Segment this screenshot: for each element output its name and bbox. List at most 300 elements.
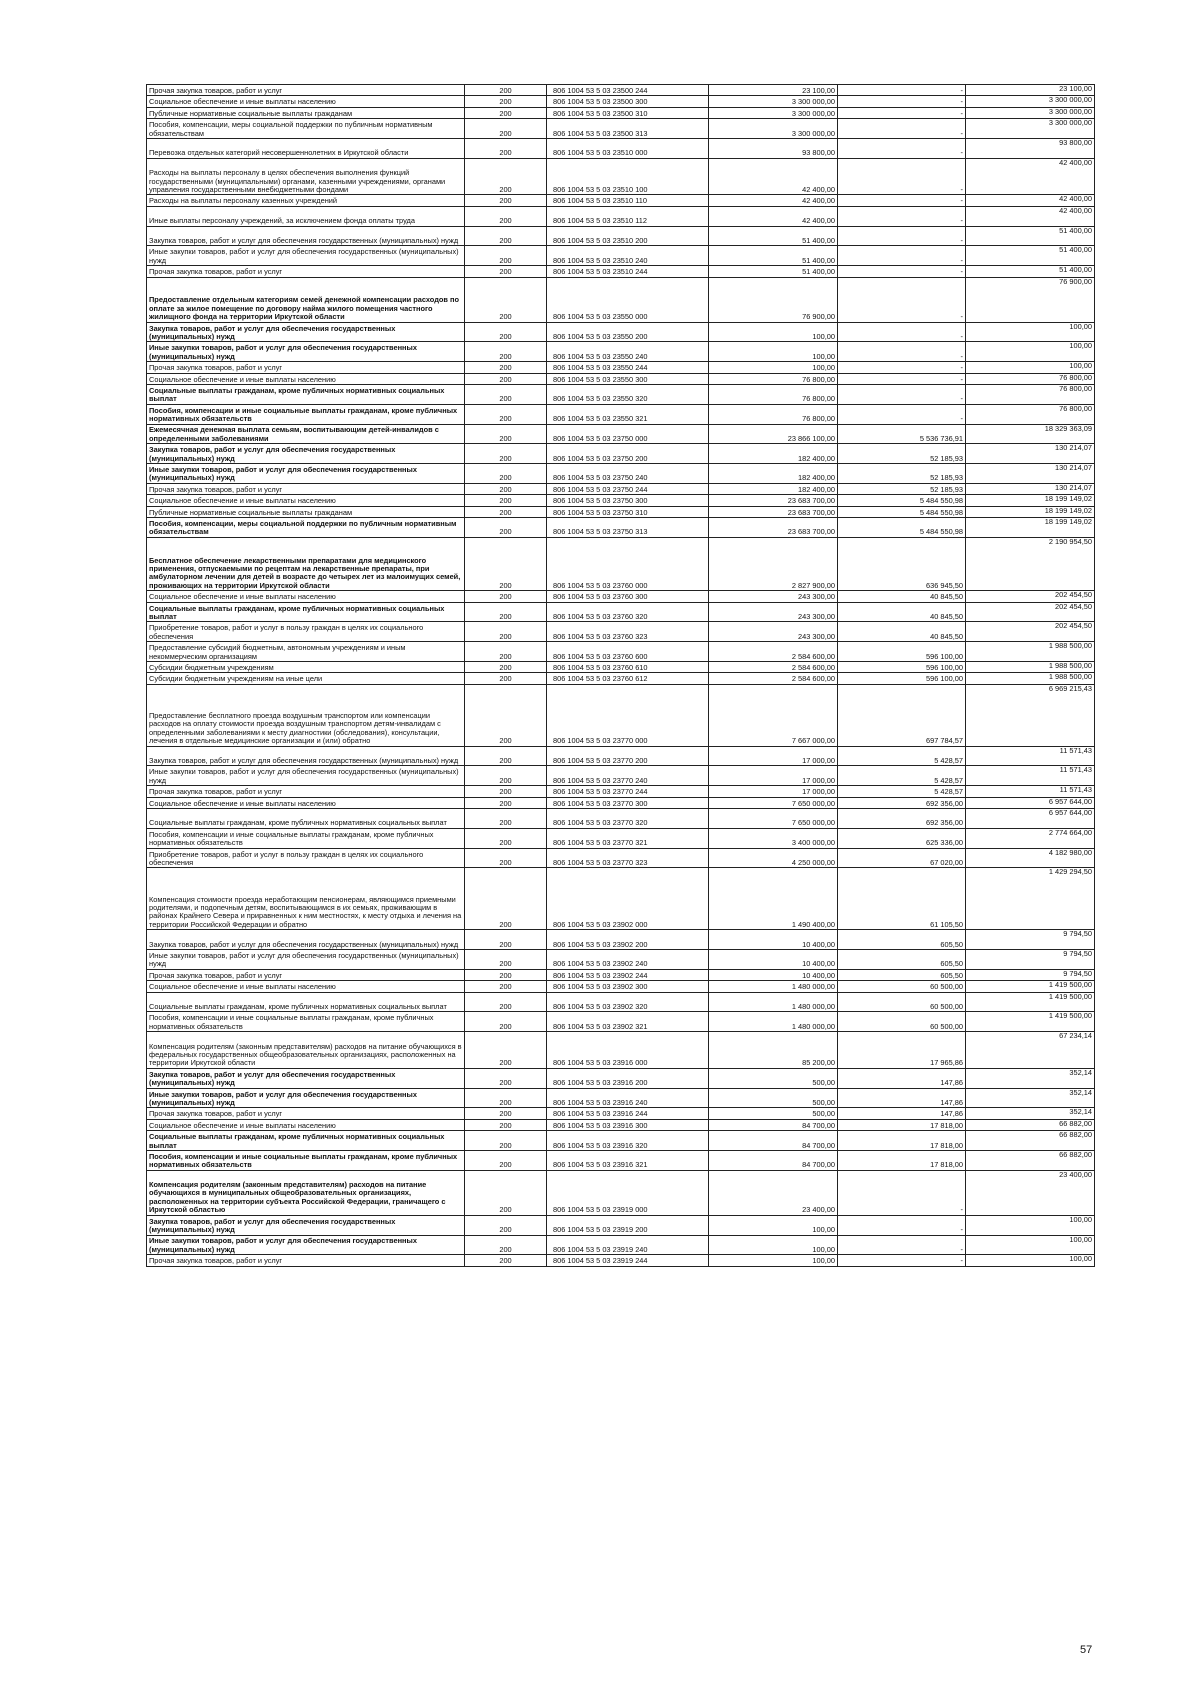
- row-budget-code-cell: 806 1004 53 5 03 23510 244: [547, 266, 709, 277]
- row-budget-code-cell: 806 1004 53 5 03 23550 321: [547, 404, 709, 424]
- row-approved-cell: 93 800,00: [709, 138, 838, 158]
- row-executed-cell: -: [838, 107, 966, 118]
- row-name-cell: Пособия, компенсации и иные социальные выплаты гражданам, кроме публичных нормативных обязательств: [147, 828, 465, 848]
- row-executed-cell: 147,86: [838, 1068, 966, 1088]
- row-budget-code-cell: 806 1004 53 5 03 23510 240: [547, 246, 709, 266]
- row-approved-cell: 7 650 000,00: [709, 808, 838, 828]
- table-row: [147, 266, 1095, 277]
- row-name-cell: Иные закупки товаров, работ и услуг для обеспечения государственных (муниципальных) нужд: [147, 1235, 465, 1255]
- row-executed-cell: 17 818,00: [838, 1119, 966, 1130]
- row-executed-cell: 5 484 550,98: [838, 495, 966, 506]
- row-name-cell: Закупка товаров, работ и услуг для обеспечения государственных (муниципальных) нужд: [147, 746, 465, 766]
- table-row: [147, 786, 1095, 797]
- row-approved-cell: 7 650 000,00: [709, 797, 838, 808]
- row-budget-code-cell: 806 1004 53 5 03 23500 244: [547, 85, 709, 96]
- table-row: [147, 518, 1095, 538]
- budget-table-body: [147, 85, 1095, 1267]
- row-budget-code-cell: 806 1004 53 5 03 23916 321: [547, 1150, 709, 1170]
- row-budget-code-cell: 806 1004 53 5 03 23510 000: [547, 138, 709, 158]
- row-executed-cell: 17 965,86: [838, 1032, 966, 1069]
- table-row: [147, 662, 1095, 673]
- row-name-cell: Пособия, компенсации и иные социальные выплаты гражданам, кроме публичных нормативных обязательств: [147, 1012, 465, 1032]
- row-name-cell: Расходы на выплаты персоналу в целях обеспечения выполнения функций государственными (муниципальными) органами, казенными учреждениями, органами управления государственными внебюджетными фондами: [147, 158, 465, 195]
- row-executed-cell: 636 945,50: [838, 537, 966, 590]
- table-row: [147, 622, 1095, 642]
- row-name-cell: Прочая закупка товаров, работ и услуг: [147, 85, 465, 96]
- row-approved-cell: 3 300 000,00: [709, 96, 838, 107]
- row-name-cell: Прочая закупка товаров, работ и услуг: [147, 362, 465, 373]
- row-unexecuted-cell: 23 400,00: [966, 1170, 1095, 1215]
- row-approved-cell: 10 400,00: [709, 930, 838, 950]
- table-row: [147, 969, 1095, 980]
- table-row: [147, 138, 1095, 158]
- row-unexecuted-cell: 51 400,00: [966, 266, 1095, 277]
- row-approved-cell: 100,00: [709, 1235, 838, 1255]
- row-line-code-cell: 200: [465, 107, 547, 118]
- row-budget-code-cell: 806 1004 53 5 03 23770 300: [547, 797, 709, 808]
- row-unexecuted-cell: 202 454,50: [966, 602, 1095, 622]
- row-budget-code-cell: 806 1004 53 5 03 23902 200: [547, 930, 709, 950]
- row-approved-cell: 23 100,00: [709, 85, 838, 96]
- row-approved-cell: 84 700,00: [709, 1150, 838, 1170]
- row-budget-code-cell: 806 1004 53 5 03 23770 000: [547, 684, 709, 746]
- row-budget-code-cell: 806 1004 53 5 03 23919 000: [547, 1170, 709, 1215]
- row-executed-cell: 5 484 550,98: [838, 506, 966, 517]
- row-unexecuted-cell: 42 400,00: [966, 158, 1095, 195]
- row-line-code-cell: 200: [465, 969, 547, 980]
- row-unexecuted-cell: 67 234,14: [966, 1032, 1095, 1069]
- row-line-code-cell: 200: [465, 277, 547, 322]
- row-unexecuted-cell: 1 419 500,00: [966, 1012, 1095, 1032]
- table-row: [147, 1032, 1095, 1069]
- table-row: [147, 642, 1095, 662]
- table-row: [147, 992, 1095, 1012]
- row-approved-cell: 76 800,00: [709, 404, 838, 424]
- row-budget-code-cell: 806 1004 53 5 03 23510 200: [547, 226, 709, 246]
- row-line-code-cell: 200: [465, 384, 547, 404]
- row-unexecuted-cell: 3 300 000,00: [966, 107, 1095, 118]
- row-name-cell: Предоставление бесплатного проезда воздушным транспортом или компенсации расходов на оплату стоимости проезда воздушным транспортом детям-инвалидам с определенными заболеваниями к месту диагностики (обследования), консультации, лечения в отдельные медицинские организации и (или) обратно: [147, 684, 465, 746]
- row-line-code-cell: 200: [465, 808, 547, 828]
- table-row: [147, 206, 1095, 226]
- table-row: [147, 930, 1095, 950]
- row-executed-cell: 605,50: [838, 949, 966, 969]
- table-row: [147, 1235, 1095, 1255]
- row-line-code-cell: 200: [465, 119, 547, 139]
- row-line-code-cell: 200: [465, 868, 547, 930]
- row-budget-code-cell: 806 1004 53 5 03 23500 310: [547, 107, 709, 118]
- table-row: [147, 373, 1095, 384]
- row-line-code-cell: 200: [465, 206, 547, 226]
- row-budget-code-cell: 806 1004 53 5 03 23760 600: [547, 642, 709, 662]
- table-row: [147, 158, 1095, 195]
- row-name-cell: Социальное обеспечение и иные выплаты населению: [147, 797, 465, 808]
- row-name-cell: Пособия, компенсации, меры социальной поддержки по публичным нормативным обязательствам: [147, 119, 465, 139]
- row-approved-cell: 3 300 000,00: [709, 107, 838, 118]
- row-approved-cell: 100,00: [709, 362, 838, 373]
- row-name-cell: Прочая закупка товаров, работ и услуг: [147, 266, 465, 277]
- row-unexecuted-cell: 3 300 000,00: [966, 119, 1095, 139]
- row-executed-cell: 5 428,57: [838, 746, 966, 766]
- row-executed-cell: -: [838, 1255, 966, 1266]
- row-line-code-cell: 200: [465, 1215, 547, 1235]
- table-row: [147, 195, 1095, 206]
- row-line-code-cell: 200: [465, 138, 547, 158]
- row-name-cell: Приобретение товаров, работ и услуг в пользу граждан в целях их социального обеспечения: [147, 622, 465, 642]
- row-unexecuted-cell: 1 429 294,50: [966, 868, 1095, 930]
- row-budget-code-cell: 806 1004 53 5 03 23770 240: [547, 766, 709, 786]
- row-name-cell: Приобретение товаров, работ и услуг в пользу граждан в целях их социального обеспечения: [147, 848, 465, 868]
- row-line-code-cell: 200: [465, 1088, 547, 1108]
- row-line-code-cell: 200: [465, 684, 547, 746]
- row-approved-cell: 1 480 000,00: [709, 981, 838, 992]
- row-name-cell: Иные закупки товаров, работ и услуг для обеспечения государственных (муниципальных) нужд: [147, 342, 465, 362]
- row-unexecuted-cell: 100,00: [966, 342, 1095, 362]
- row-unexecuted-cell: 1 988 500,00: [966, 642, 1095, 662]
- row-approved-cell: 85 200,00: [709, 1032, 838, 1069]
- row-executed-cell: 17 818,00: [838, 1131, 966, 1151]
- row-name-cell: Компенсация родителям (законным представителям) расходов на питание обучающихся в муниципальных общеобразовательных организациях, расположенных на территории субъекта Российской Федерации, граничащего с Иркутской областью: [147, 1170, 465, 1215]
- table-row: [147, 483, 1095, 494]
- row-name-cell: Расходы на выплаты персоналу казенных учреждений: [147, 195, 465, 206]
- row-line-code-cell: 200: [465, 226, 547, 246]
- row-executed-cell: -: [838, 1215, 966, 1235]
- row-line-code-cell: 200: [465, 622, 547, 642]
- row-approved-cell: 1 480 000,00: [709, 1012, 838, 1032]
- row-line-code-cell: 200: [465, 464, 547, 484]
- row-line-code-cell: 200: [465, 266, 547, 277]
- row-unexecuted-cell: 18 199 149,02: [966, 506, 1095, 517]
- row-budget-code-cell: 806 1004 53 5 03 23550 300: [547, 373, 709, 384]
- table-row: [147, 1012, 1095, 1032]
- row-name-cell: Субсидии бюджетным учреждениям на иные цели: [147, 673, 465, 684]
- row-line-code-cell: 200: [465, 746, 547, 766]
- row-approved-cell: 76 800,00: [709, 384, 838, 404]
- row-unexecuted-cell: 76 800,00: [966, 384, 1095, 404]
- row-executed-cell: 596 100,00: [838, 673, 966, 684]
- row-executed-cell: 60 500,00: [838, 981, 966, 992]
- table-row: [147, 808, 1095, 828]
- row-budget-code-cell: 806 1004 53 5 03 23770 244: [547, 786, 709, 797]
- table-row: [147, 1215, 1095, 1235]
- row-line-code-cell: 200: [465, 828, 547, 848]
- row-name-cell: Иные закупки товаров, работ и услуг для обеспечения государственных (муниципальных) нужд: [147, 246, 465, 266]
- row-line-code-cell: 200: [465, 537, 547, 590]
- row-executed-cell: -: [838, 404, 966, 424]
- row-executed-cell: -: [838, 138, 966, 158]
- table-row: [147, 1119, 1095, 1130]
- row-unexecuted-cell: 100,00: [966, 362, 1095, 373]
- row-line-code-cell: 200: [465, 1235, 547, 1255]
- row-executed-cell: 596 100,00: [838, 662, 966, 673]
- table-row: [147, 119, 1095, 139]
- row-executed-cell: 605,50: [838, 930, 966, 950]
- row-unexecuted-cell: 100,00: [966, 1255, 1095, 1266]
- table-row: [147, 828, 1095, 848]
- row-name-cell: Социальные выплаты гражданам, кроме публичных нормативных социальных выплат: [147, 992, 465, 1012]
- row-name-cell: Бесплатное обеспечение лекарственными препаратами для медицинского применения, отпускаемыми по рецептам на лекарственные препараты, при амбулаторном лечении для детей в возрасте до четырех лет из малоимущих семей, проживающих на территории Иркутской области: [147, 537, 465, 590]
- row-budget-code-cell: 806 1004 53 5 03 23760 323: [547, 622, 709, 642]
- table-row: [147, 342, 1095, 362]
- row-approved-cell: 243 300,00: [709, 622, 838, 642]
- row-executed-cell: 147,86: [838, 1108, 966, 1119]
- row-executed-cell: 147,86: [838, 1088, 966, 1108]
- row-line-code-cell: 200: [465, 662, 547, 673]
- row-line-code-cell: 200: [465, 642, 547, 662]
- row-unexecuted-cell: 352,14: [966, 1088, 1095, 1108]
- row-budget-code-cell: 806 1004 53 5 03 23902 244: [547, 969, 709, 980]
- row-unexecuted-cell: 2 774 664,00: [966, 828, 1095, 848]
- row-approved-cell: 500,00: [709, 1088, 838, 1108]
- row-approved-cell: 2 827 900,00: [709, 537, 838, 590]
- row-approved-cell: 84 700,00: [709, 1119, 838, 1130]
- row-executed-cell: 40 845,50: [838, 602, 966, 622]
- row-line-code-cell: 200: [465, 992, 547, 1012]
- row-line-code-cell: 200: [465, 766, 547, 786]
- row-name-cell: Закупка товаров, работ и услуг для обеспечения государственных (муниципальных) нужд: [147, 930, 465, 950]
- row-unexecuted-cell: 2 190 954,50: [966, 537, 1095, 590]
- row-unexecuted-cell: 93 800,00: [966, 138, 1095, 158]
- row-line-code-cell: 200: [465, 602, 547, 622]
- row-line-code-cell: 200: [465, 848, 547, 868]
- row-line-code-cell: 200: [465, 158, 547, 195]
- row-name-cell: Закупка товаров, работ и услуг для обеспечения государственных (муниципальных) нужд: [147, 322, 465, 342]
- row-executed-cell: 60 500,00: [838, 992, 966, 1012]
- table-row: [147, 797, 1095, 808]
- row-approved-cell: 51 400,00: [709, 266, 838, 277]
- row-budget-code-cell: 806 1004 53 5 03 23750 000: [547, 424, 709, 444]
- row-line-code-cell: 200: [465, 1255, 547, 1266]
- row-unexecuted-cell: 1 988 500,00: [966, 673, 1095, 684]
- row-executed-cell: 61 105,50: [838, 868, 966, 930]
- row-budget-code-cell: 806 1004 53 5 03 23902 321: [547, 1012, 709, 1032]
- row-name-cell: Социальные выплаты гражданам, кроме публичных нормативных социальных выплат: [147, 602, 465, 622]
- row-line-code-cell: 200: [465, 373, 547, 384]
- table-row: [147, 85, 1095, 96]
- row-name-cell: Социальные выплаты гражданам, кроме публичных нормативных социальных выплат: [147, 1131, 465, 1151]
- table-row: [147, 404, 1095, 424]
- row-name-cell: Социальные выплаты гражданам, кроме публичных нормативных социальных выплат: [147, 808, 465, 828]
- row-executed-cell: -: [838, 158, 966, 195]
- row-executed-cell: -: [838, 342, 966, 362]
- row-executed-cell: -: [838, 362, 966, 373]
- table-row: [147, 602, 1095, 622]
- row-executed-cell: 17 818,00: [838, 1150, 966, 1170]
- row-unexecuted-cell: 6 969 215,43: [966, 684, 1095, 746]
- row-line-code-cell: 200: [465, 1170, 547, 1215]
- row-budget-code-cell: 806 1004 53 5 03 23916 244: [547, 1108, 709, 1119]
- table-row: [147, 464, 1095, 484]
- row-name-cell: Прочая закупка товаров, работ и услуг: [147, 1108, 465, 1119]
- row-approved-cell: 42 400,00: [709, 206, 838, 226]
- row-name-cell: Прочая закупка товаров, работ и услуг: [147, 1255, 465, 1266]
- row-line-code-cell: 200: [465, 786, 547, 797]
- row-budget-code-cell: 806 1004 53 5 03 23902 300: [547, 981, 709, 992]
- row-name-cell: Пособия, компенсации, меры социальной поддержки по публичным нормативным обязательствам: [147, 518, 465, 538]
- row-unexecuted-cell: 18 199 149,02: [966, 518, 1095, 538]
- row-executed-cell: -: [838, 373, 966, 384]
- row-name-cell: Социальные выплаты гражданам, кроме публичных нормативных социальных выплат: [147, 384, 465, 404]
- row-name-cell: Пособия, компенсации и иные социальные выплаты гражданам, кроме публичных нормативных обязательств: [147, 404, 465, 424]
- row-approved-cell: 182 400,00: [709, 464, 838, 484]
- row-unexecuted-cell: 202 454,50: [966, 622, 1095, 642]
- row-line-code-cell: 200: [465, 673, 547, 684]
- table-row: [147, 424, 1095, 444]
- row-executed-cell: 5 428,57: [838, 766, 966, 786]
- row-budget-code-cell: 806 1004 53 5 03 23902 000: [547, 868, 709, 930]
- row-approved-cell: 51 400,00: [709, 226, 838, 246]
- row-name-cell: Закупка товаров, работ и услуг для обеспечения государственных (муниципальных) нужд: [147, 1068, 465, 1088]
- row-budget-code-cell: 806 1004 53 5 03 23760 300: [547, 591, 709, 602]
- row-line-code-cell: 200: [465, 322, 547, 342]
- table-row: [147, 1255, 1095, 1266]
- row-line-code-cell: 200: [465, 1108, 547, 1119]
- table-row: [147, 766, 1095, 786]
- row-line-code-cell: 200: [465, 444, 547, 464]
- row-approved-cell: 23 683 700,00: [709, 506, 838, 517]
- row-executed-cell: 697 784,57: [838, 684, 966, 746]
- row-executed-cell: -: [838, 119, 966, 139]
- table-row: [147, 362, 1095, 373]
- row-unexecuted-cell: 76 800,00: [966, 404, 1095, 424]
- row-approved-cell: 10 400,00: [709, 949, 838, 969]
- table-row: [147, 226, 1095, 246]
- row-approved-cell: 17 000,00: [709, 766, 838, 786]
- row-executed-cell: -: [838, 322, 966, 342]
- row-executed-cell: 40 845,50: [838, 622, 966, 642]
- row-unexecuted-cell: 6 957 644,00: [966, 808, 1095, 828]
- row-approved-cell: 23 866 100,00: [709, 424, 838, 444]
- row-line-code-cell: 200: [465, 404, 547, 424]
- row-approved-cell: 23 683 700,00: [709, 495, 838, 506]
- row-unexecuted-cell: 202 454,50: [966, 591, 1095, 602]
- table-row: [147, 277, 1095, 322]
- table-row: [147, 107, 1095, 118]
- row-executed-cell: 52 185,93: [838, 483, 966, 494]
- row-name-cell: Компенсация стоимости проезда неработающим пенсионерам, являющимся приемными родителями, и подопечным детям, воспитывающимся в их семьях, проживающим в районах Крайнего Севера и приравненных к ним местностях, к месту отдыха и лечения на территории Российской Федерации и обратно: [147, 868, 465, 930]
- row-unexecuted-cell: 18 199 149,02: [966, 495, 1095, 506]
- table-row: [147, 246, 1095, 266]
- row-budget-code-cell: 806 1004 53 5 03 23902 240: [547, 949, 709, 969]
- row-unexecuted-cell: 9 794,50: [966, 930, 1095, 950]
- row-budget-code-cell: 806 1004 53 5 03 23750 313: [547, 518, 709, 538]
- row-budget-code-cell: 806 1004 53 5 03 23750 244: [547, 483, 709, 494]
- row-line-code-cell: 200: [465, 362, 547, 373]
- row-executed-cell: 52 185,93: [838, 464, 966, 484]
- row-budget-code-cell: 806 1004 53 5 03 23919 240: [547, 1235, 709, 1255]
- row-budget-code-cell: 806 1004 53 5 03 23500 313: [547, 119, 709, 139]
- table-row: [147, 673, 1095, 684]
- row-name-cell: Социальное обеспечение и иные выплаты населению: [147, 495, 465, 506]
- table-row: [147, 949, 1095, 969]
- row-name-cell: Прочая закупка товаров, работ и услуг: [147, 969, 465, 980]
- table-row: [147, 537, 1095, 590]
- row-approved-cell: 243 300,00: [709, 591, 838, 602]
- row-approved-cell: 100,00: [709, 1255, 838, 1266]
- row-name-cell: Прочая закупка товаров, работ и услуг: [147, 483, 465, 494]
- row-budget-code-cell: 806 1004 53 5 03 23760 320: [547, 602, 709, 622]
- table-row: [147, 322, 1095, 342]
- row-approved-cell: 3 300 000,00: [709, 119, 838, 139]
- row-executed-cell: 596 100,00: [838, 642, 966, 662]
- row-line-code-cell: 200: [465, 518, 547, 538]
- row-unexecuted-cell: 352,14: [966, 1068, 1095, 1088]
- row-budget-code-cell: 806 1004 53 5 03 23916 000: [547, 1032, 709, 1069]
- row-executed-cell: 67 020,00: [838, 848, 966, 868]
- row-name-cell: Ежемесячная денежная выплата семьям, воспитывающим детей-инвалидов с определенными заболеваниями: [147, 424, 465, 444]
- row-approved-cell: 51 400,00: [709, 246, 838, 266]
- row-line-code-cell: 200: [465, 930, 547, 950]
- row-budget-code-cell: 806 1004 53 5 03 23510 110: [547, 195, 709, 206]
- row-unexecuted-cell: 42 400,00: [966, 195, 1095, 206]
- row-unexecuted-cell: 42 400,00: [966, 206, 1095, 226]
- table-row: [147, 848, 1095, 868]
- row-approved-cell: 17 000,00: [709, 786, 838, 797]
- table-row: [147, 495, 1095, 506]
- row-approved-cell: 7 667 000,00: [709, 684, 838, 746]
- row-budget-code-cell: 806 1004 53 5 03 23760 000: [547, 537, 709, 590]
- row-name-cell: Иные закупки товаров, работ и услуг для обеспечения государственных (муниципальных) нужд: [147, 464, 465, 484]
- row-unexecuted-cell: 23 100,00: [966, 85, 1095, 96]
- row-budget-code-cell: 806 1004 53 5 03 23916 240: [547, 1088, 709, 1108]
- row-name-cell: Социальное обеспечение и иные выплаты населению: [147, 96, 465, 107]
- row-unexecuted-cell: 66 882,00: [966, 1119, 1095, 1130]
- row-unexecuted-cell: 76 900,00: [966, 277, 1095, 322]
- row-executed-cell: 52 185,93: [838, 444, 966, 464]
- row-unexecuted-cell: 76 800,00: [966, 373, 1095, 384]
- row-unexecuted-cell: 11 571,43: [966, 786, 1095, 797]
- row-budget-code-cell: 806 1004 53 5 03 23916 320: [547, 1131, 709, 1151]
- row-budget-code-cell: 806 1004 53 5 03 23919 200: [547, 1215, 709, 1235]
- row-budget-code-cell: 806 1004 53 5 03 23916 200: [547, 1068, 709, 1088]
- row-budget-code-cell: 806 1004 53 5 03 23500 300: [547, 96, 709, 107]
- row-name-cell: Закупка товаров, работ и услуг для обеспечения государственных (муниципальных) нужд: [147, 226, 465, 246]
- row-line-code-cell: 200: [465, 85, 547, 96]
- table-row: [147, 1170, 1095, 1215]
- row-unexecuted-cell: 11 571,43: [966, 766, 1095, 786]
- row-approved-cell: 17 000,00: [709, 746, 838, 766]
- row-name-cell: Социальное обеспечение и иные выплаты населению: [147, 981, 465, 992]
- row-name-cell: Предоставление отдельным категориям семей денежной компенсации расходов по оплате за жилое помещение по договору найма жилого помещения частного жилищного фонда на территории Иркутской области: [147, 277, 465, 322]
- row-executed-cell: 625 336,00: [838, 828, 966, 848]
- row-executed-cell: -: [838, 1235, 966, 1255]
- row-budget-code-cell: 806 1004 53 5 03 23750 240: [547, 464, 709, 484]
- table-row: [147, 591, 1095, 602]
- row-name-cell: Иные закупки товаров, работ и услуг для обеспечения государственных (муниципальных) нужд: [147, 949, 465, 969]
- row-unexecuted-cell: 51 400,00: [966, 246, 1095, 266]
- row-executed-cell: -: [838, 96, 966, 107]
- row-unexecuted-cell: 9 794,50: [966, 949, 1095, 969]
- row-budget-code-cell: 806 1004 53 5 03 23760 612: [547, 673, 709, 684]
- row-approved-cell: 100,00: [709, 1215, 838, 1235]
- row-name-cell: Компенсация родителям (законным представителям) расходов на питание обучающихся в федеральных государственных общеобразовательных организациях, расположенных на территории Иркутской области: [147, 1032, 465, 1069]
- row-approved-cell: 3 400 000,00: [709, 828, 838, 848]
- row-executed-cell: -: [838, 206, 966, 226]
- row-line-code-cell: 200: [465, 797, 547, 808]
- row-budget-code-cell: 806 1004 53 5 03 23916 300: [547, 1119, 709, 1130]
- table-row: [147, 1108, 1095, 1119]
- row-unexecuted-cell: 6 957 644,00: [966, 797, 1095, 808]
- row-name-cell: Субсидии бюджетным учреждениям: [147, 662, 465, 673]
- row-line-code-cell: 200: [465, 342, 547, 362]
- row-line-code-cell: 200: [465, 949, 547, 969]
- row-unexecuted-cell: 130 214,07: [966, 464, 1095, 484]
- row-budget-code-cell: 806 1004 53 5 03 23510 112: [547, 206, 709, 226]
- row-executed-cell: -: [838, 85, 966, 96]
- row-line-code-cell: 200: [465, 483, 547, 494]
- row-approved-cell: 23 683 700,00: [709, 518, 838, 538]
- row-executed-cell: 5 428,57: [838, 786, 966, 797]
